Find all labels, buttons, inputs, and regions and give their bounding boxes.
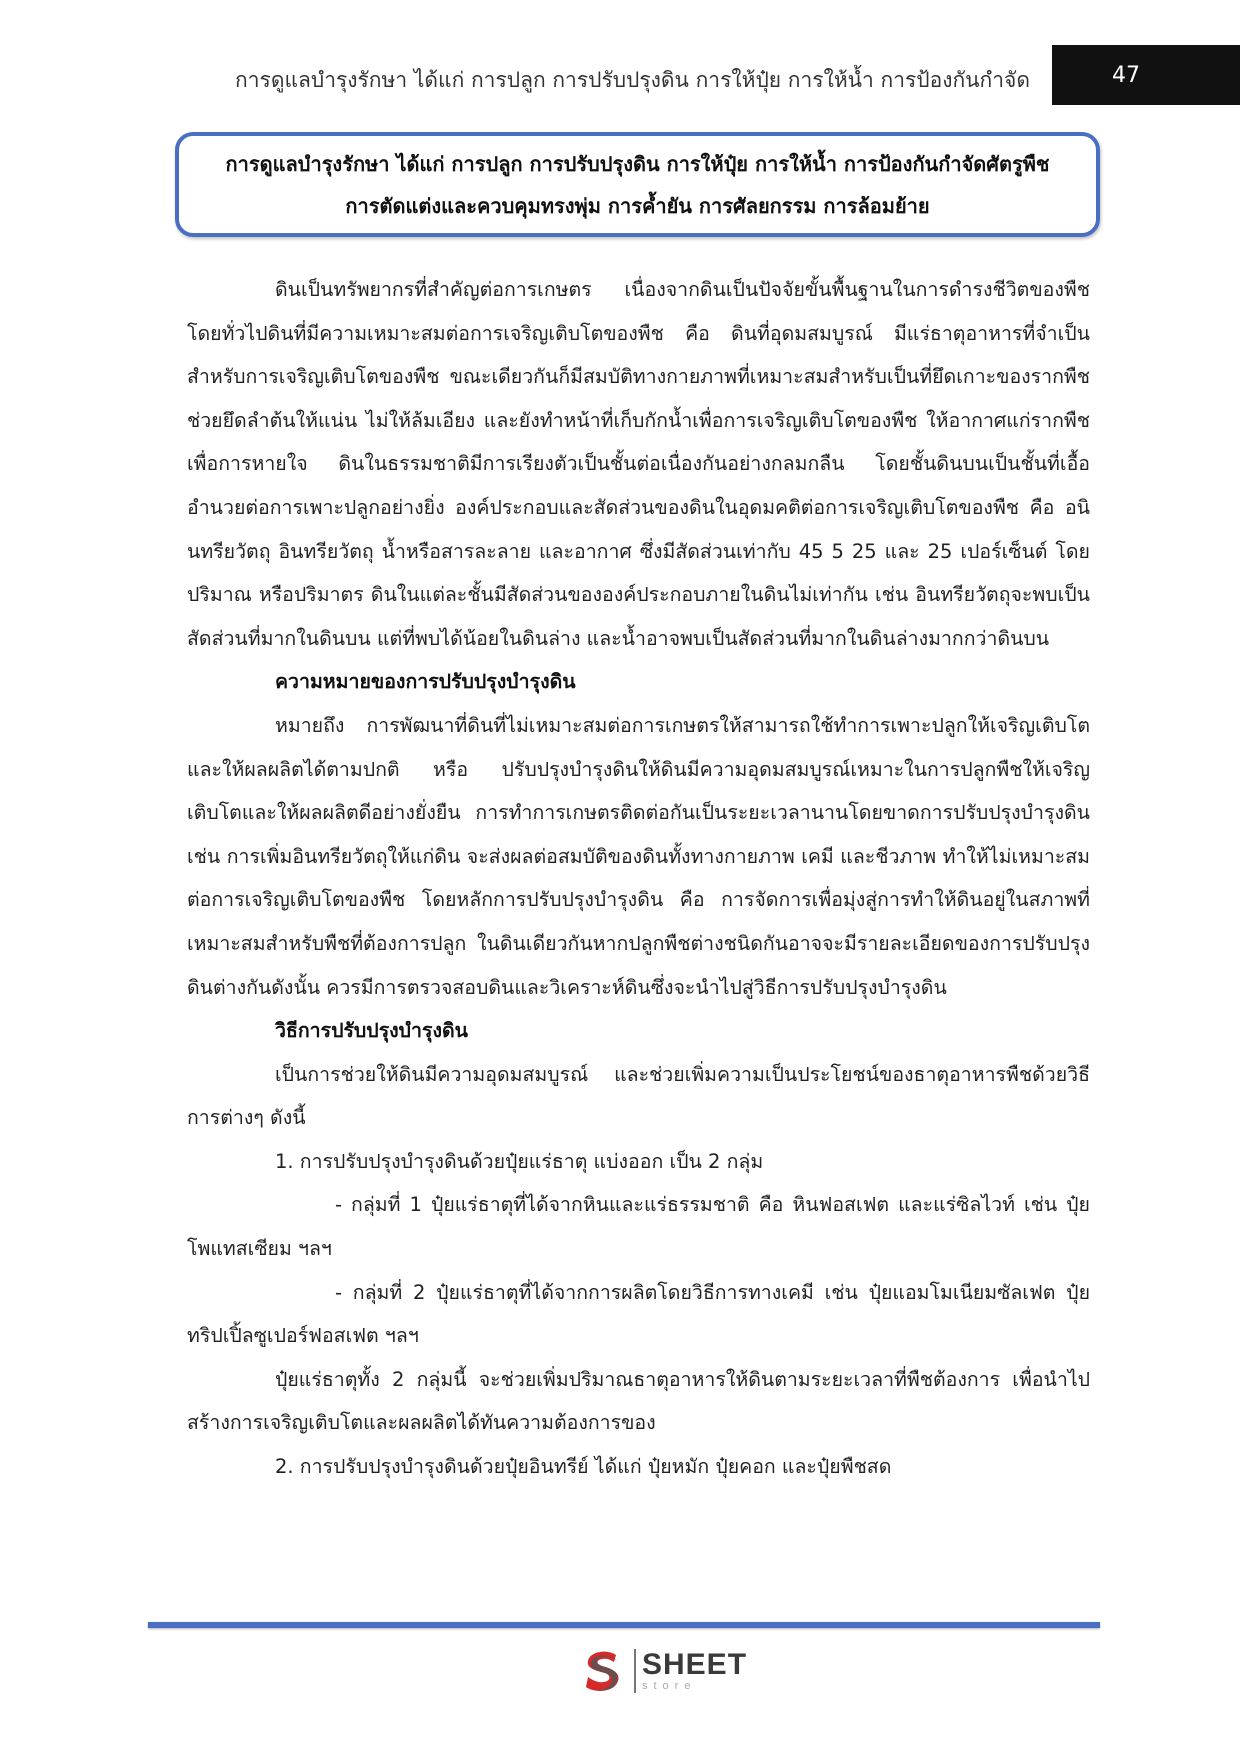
logo-sub: store: [642, 1680, 697, 1692]
list-subitem-group-2: - กลุ่มที่ 2 ปุ๋ยแร่ธาตุที่ได้จากการผลิตโดยวิธีการทางเคมี เช่น ปุ๋ยแอมโมเนียมซัลเฟต ปุ๋ยทริปเปิ้ลซูเปอร์ฟอสเฟต ฯลฯ: [187, 1280, 1090, 1348]
sheet-store-logo: [578, 1645, 753, 1697]
section-heading-methods: วิธีการปรับปรุงบำรุงดิน: [275, 1019, 469, 1043]
logo-word: SHEET: [642, 1648, 748, 1681]
paragraph-mineral-summary: ปุ๋ยแร่ธาตุทั้ง 2 กลุ่มนี้ จะช่วยเพิ่มปริมาณธาตุอาหารให้ดินตามระยะเวลาที่พืชต้องการ เพื่อนำไปสร้างการเจริญเติบโตและผลผลิตได้ทันความต้องการของ: [187, 1367, 1090, 1435]
paragraph-meaning: หมายถึง การพัฒนาที่ดินที่ไม่เหมาะสมต่อการเกษตรให้สามารถใช้ทำการเพาะปลูกให้เจริญเติบโตและให้ผลผลิตได้ตามปกติ หรือ ปรับปรุงบำรุงดินให้ดินมีความอุดมสมบูรณ์เหมาะในการปลูกพืชให้เจริญเติบโตและให้ผลผลิตดีอย่างยั่งยืน การทำการเกษตรติดต่อกันเป็นระยะเวลานานโดยขาดการปรับปรุงบำรุงดิน เช่น การเพิ่มอินทรียวัตถุให้แก่ดิน จะส่งผลต่อสมบัติของดินทั้งทางกายภาพ เคมี และชีวภาพ ทำให้ไม่เหมาะสมต่อการเจริญเติบโตของพืช โดยหลักการปรับปรุงบำรุงดิน คือ การจัดการเพื่อมุ่งสู่การทำให้ดินอยู่ในสภาพที่เหมาะสมสำหรับพืชที่ต้องการปลูก ในดินเดียวกันหากปลูกพืชต่างชนิดกันอาจจะมีรายละเอียดของการปรับปรุงดินต่างกันดังนั้น ควรมีการตรวจสอบดินและวิเคราะห์ดินซึ่งจะนำไปสู่วิธีการปรับปรุงบำรุงดิน: [187, 713, 1090, 999]
logo-text: [642, 1650, 747, 1692]
body-content: [187, 268, 1090, 1489]
running-header: การดูแลบำรุงรักษา ได้แก่ การปลูก การปรับปรุงดิน การให้ปุ๋ย การให้น้ำ การป้องกันกำจัด: [235, 68, 1030, 92]
chapter-title-line-1: การดูแลบำรุงรักษา ได้แก่ การปลูก การปรับปรุงดิน การให้ปุ๋ย การให้น้ำ การป้องกันกำจัดศัตรูพืช: [225, 151, 1050, 176]
footer-rule: [148, 1622, 1100, 1628]
list-item-mineral: 1. การปรับปรุงบำรุงดินด้วยปุ๋ยแร่ธาตุ แบ่งออก เป็น 2 กลุ่ม: [275, 1149, 764, 1173]
chapter-title-box: [175, 132, 1100, 237]
list-subitem-group-1: - กลุ่มที่ 1 ปุ๋ยแร่ธาตุที่ได้จากหินและแร่ธรรมชาติ คือ หินฟอสเฟต และแร่ซิลไวท์ เช่น ปุ๋ยโพแทสเซียม ฯลฯ: [187, 1193, 1090, 1261]
chapter-title-line-2: การตัดแต่งและควบคุมทรงพุ่ม การค้ำยัน การศัลยกรรม การล้อมย้าย: [345, 193, 930, 218]
logo-separator: [634, 1649, 636, 1693]
page-number: 47: [1052, 45, 1240, 105]
sheet-store-s-icon: [578, 1647, 626, 1695]
list-item-organic: 2. การปรับปรุงบำรุงดินด้วยปุ๋ยอินทรีย์ ได้แก่ ปุ๋ยหมัก ปุ๋ยคอก และปุ๋ยพืชสด: [275, 1455, 892, 1479]
paragraph-methods: เป็นการช่วยให้ดินมีความอุดมสมบูรณ์ และช่วยเพิ่มความเป็นประโยชน์ของธาตุอาหารพืชด้วยวิธีการต่างๆ ดังนี้: [187, 1062, 1090, 1130]
paragraph-intro: ดินเป็นทรัพยากรที่สำคัญต่อการเกษตร เนื่องจากดินเป็นปัจจัยขั้นพื้นฐานในการดำรงชีวิตของพืช โดยทั่วไปดินที่มีความเหมาะสมต่อการเจริญเติบโตของพืช คือ ดินที่อุดมสมบูรณ์ มีแร่ธาตุอาหารที่จำเป็นสำหรับการเจริญเติบโตของพืช ขณะเดียวกันก็มีสมบัติทางกายภาพที่เหมาะสมสำหรับเป็นที่ยึดเกาะของรากพืช ช่วยยึดลำต้นให้แน่น ไม่ให้ล้มเอียง และยังทำหน้าที่เก็บกักน้ำเพื่อการเจริญเติบโตของพืช ให้อากาศแก่รากพืชเพื่อการหายใจ ดินในธรรมชาติมีการเรียงตัวเป็นชั้นต่อเนื่องกันอย่างกลมกลืน โดยชั้นดินบนเป็นชั้นที่เอื้ออำนวยต่อการเพาะปลูกอย่างยิ่ง องค์ประกอบและสัดส่วนของดินในอุดมคติต่อการเจริญเติบโตของพืช คือ อนินทรียวัตถุ อินทรียวัตถุ น้ำหรือสารละลาย และอากาศ ซึ่งมีสัดส่วนเท่ากับ 45 5 25 และ 25 เปอร์เซ็นต์ โดยปริมาณ หรือปริมาตร ดินในแต่ละชั้นมีสัดส่วนขององค์ประกอบภายในดินไม่เท่ากัน เช่น อินทรียวัตถุจะพบเป็นสัดส่วนที่มากในดินบน แต่ที่พบได้น้อยในดินล่าง และน้ำอาจพบเป็นสัดส่วนที่มากในดินล่างมากกว่าดินบน: [187, 278, 1090, 650]
section-heading-meaning: ความหมายของการปรับปรุงบำรุงดิน: [275, 670, 576, 694]
